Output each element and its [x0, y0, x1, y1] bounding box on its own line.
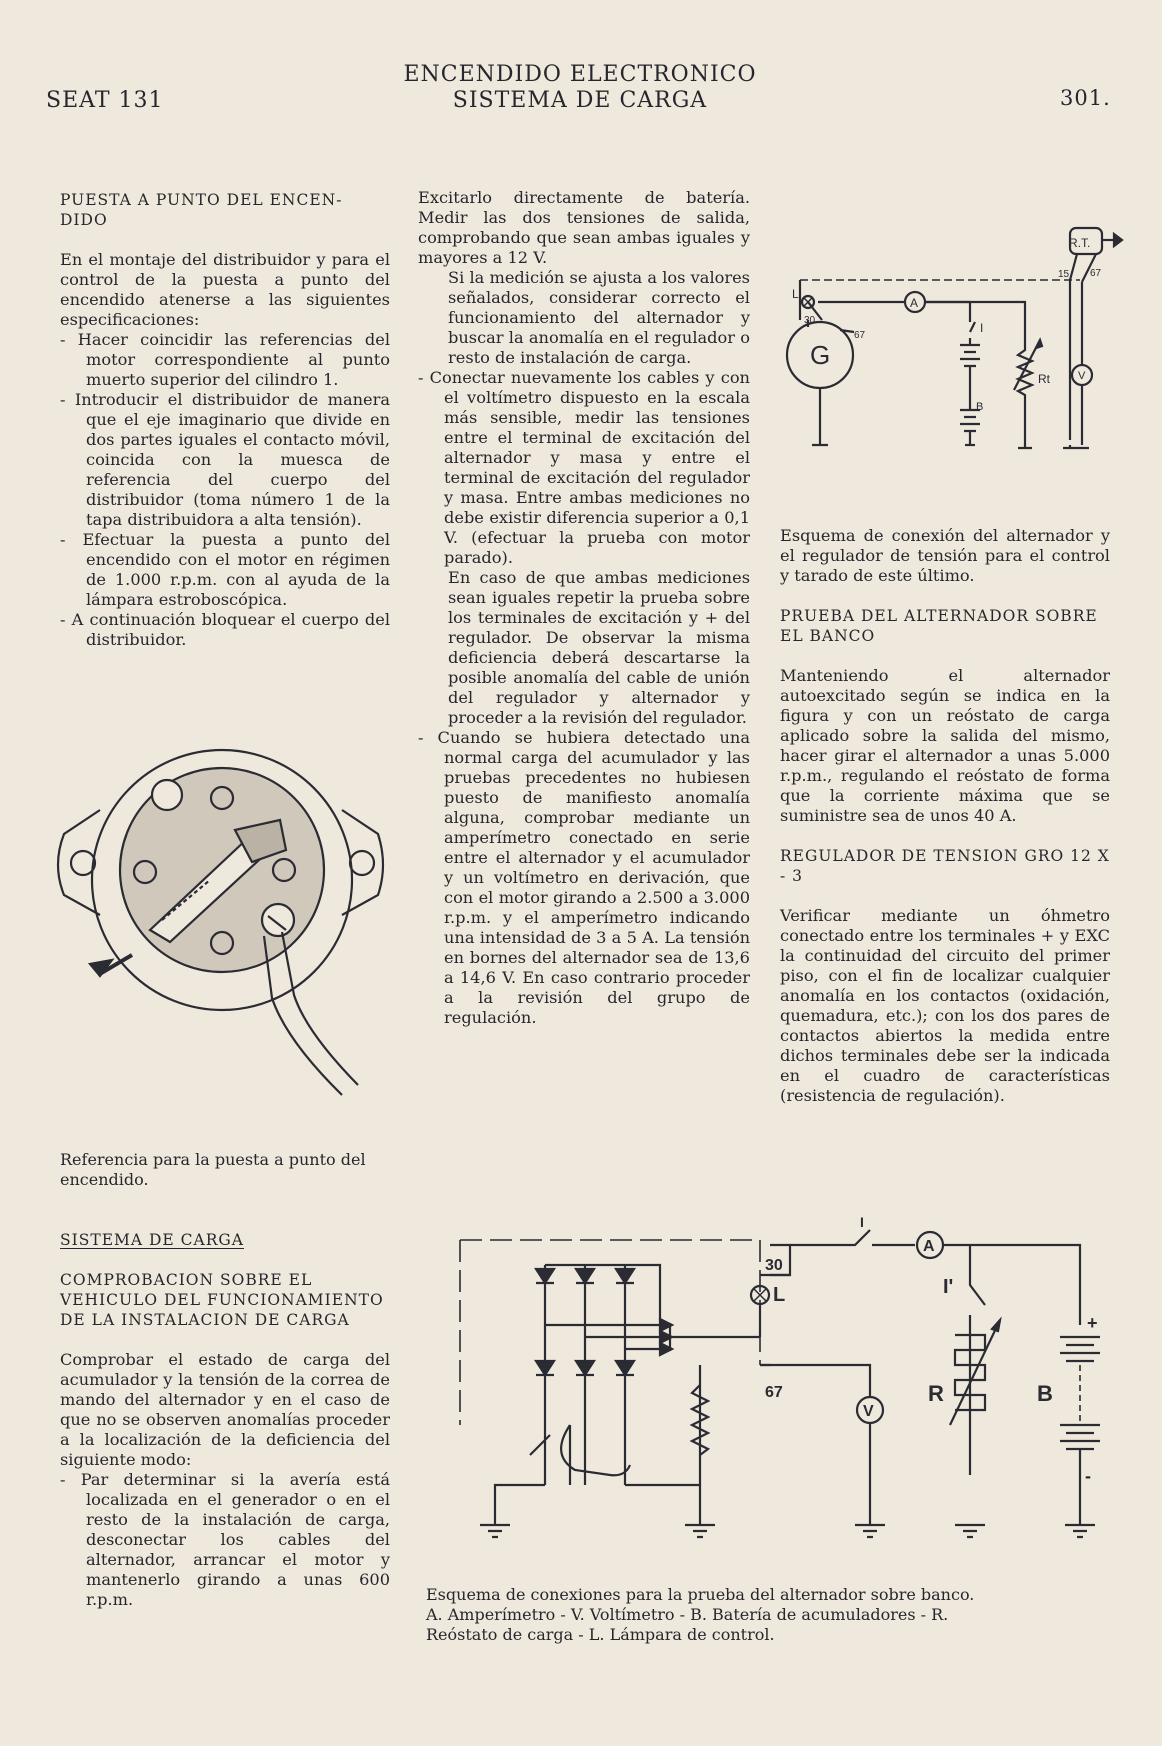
regulator-test-wiring: [787, 228, 1122, 448]
label-30: 30: [765, 1257, 783, 1274]
distributor-drawing: [58, 750, 383, 1095]
bench-test-caption: [426, 1585, 1116, 1645]
bench-test-paragraph: Manteniendo el alternador autoexcitado según se indica en la figura y con un reóstato de carga aplicado sobre la salida del mismo, hacer girar el alternador a unas 5.000 r.p.m., regulando el reóstato de forma que la corriente máxima que se suministre sea de unos 40 A.: [780, 666, 1110, 825]
regulator-caption: Esquema de conexión del alternador y el regulador de tensión para el control y tarado de este último.: [780, 526, 1110, 585]
label-rt-resistor: Rt: [1038, 372, 1050, 386]
label-67-g: 67: [854, 330, 866, 341]
list-item: - Introducir el distribuidor de manera que el eje imaginario que divide en dos partes iguales el contacto móvil, coincida con la muesca de referencia del cuerpo del distribuidor (toma número 1 de la tapa distribuidora a alta tensión).: [60, 390, 390, 529]
bench-caption-line1: Esquema de conexiones para la prueba del alternador sobre banco.: [426, 1585, 975, 1604]
col2-continuation: Si la medición se ajusta a los valores señalados, considerar correcto el funcionamiento del alternador y buscar la anomalía en el regulador o resto de instalación de carga.: [448, 268, 750, 367]
label-i: I: [860, 1214, 864, 1230]
section-heading-charging: SISTEMA DE CARGA: [60, 1231, 244, 1249]
label-l: L: [792, 287, 799, 301]
column-3: [780, 526, 1110, 1106]
check-paragraph: Comprobar el estado de carga del acumulador y la tensión de la correa de mando del alternador y en el caso de que no se observen anomalías proceder a la localización de la deficiencia del siguiente modo:: [60, 1350, 390, 1469]
bench-test-diagram: [460, 1214, 1120, 1545]
label-a: A: [910, 296, 919, 310]
header-title-line1: ENCENDIDO ELECTRONICO: [403, 62, 757, 87]
regulator-heading: REGULADOR DE TENSION GRO 12 X - 3: [780, 847, 1110, 885]
label-67-top: 67: [1090, 268, 1102, 279]
section-heading-timing: PUESTA A PUNTO DEL ENCEN-DIDO: [60, 191, 343, 229]
header-left: SEAT 131: [46, 88, 164, 113]
header-title-line2: SISTEMA DE CARGA: [452, 88, 708, 113]
label-b: B: [976, 401, 984, 413]
list-item: - Par determinar si la avería está localizada en el generador o en el resto de la instalación de carga, desconectar los cables del alternador, arrancar el motor y mantenerlo girando a unas 600 r.p.m.: [60, 1470, 390, 1609]
header-title: [380, 62, 780, 114]
page-number: 301.: [1060, 86, 1111, 110]
distributor-caption: Referencia para la puesta a punto del encendido.: [60, 1150, 366, 1189]
label-i: I: [980, 321, 984, 335]
intro-paragraph: En el montaje del distribuidor y para el control de la puesta a punto del encendido atenerse a las siguientes especificaciones:: [60, 250, 390, 329]
bench-caption-line3: Reóstato de carga - L. Lámpara de control.: [426, 1625, 775, 1644]
label-rt: R.T.: [1069, 236, 1091, 250]
column-1-bottom: [60, 1230, 390, 1610]
regulator-test-diagram: [780, 220, 1120, 490]
label-b: B: [1037, 1381, 1053, 1406]
list-item: - Hacer coincidir las referencias del motor correspondiente al punto muerto superior del cilindro 1.: [60, 330, 390, 389]
label-minus: -: [1085, 1466, 1091, 1486]
column-2: [418, 188, 750, 1028]
col2-continuation: En caso de que ambas mediciones sean iguales repetir la prueba sobre los terminales de excitación y + del regulador. De observar la misma deficiencia deberá descartarse la posible anomalía del cable de unión del regulador y alternador y proceder a la revisión del regulador.: [448, 568, 750, 727]
label-i-prime: I': [943, 1276, 954, 1298]
subheading-check: COMPROBACION SOBRE EL VEHICULO DEL FUNCIONAMIENTO DE LA INSTALACION DE CARGA: [60, 1271, 384, 1329]
column-1-top: [60, 190, 390, 650]
label-v: V: [1078, 370, 1086, 382]
list-item: - Cuando se hubiera detectado una normal carga del acumulador y las pruebas precedentes no hubiesen puesto de manifiesto anomalía alguna, comprobar mediante un amperímetro conectado en serie entre el alternador y el acumulador y un voltímetro en derivación, que con el motor girando a 2.500 a 3.000 r.p.m. y el amperímetro indicando una intensidad de 3 a 5 A. La tensión en bornes del alternador sea de 13,6 a 14,6 V. En caso contrario proceder a la revisión del grupo de regulación.: [418, 728, 750, 1027]
bench-test-heading: PRUEBA DEL ALTERNADOR SOBRE EL BANCO: [780, 607, 1098, 645]
col2-lead: Excitarlo directamente de batería. Medir las dos tensiones de salida, comprobando que sean ambas iguales y mayores a 12 V.: [418, 188, 750, 267]
list-item: - A continuación bloquear el cuerpo del distribuidor.: [60, 610, 390, 649]
label-15: 15: [1058, 269, 1070, 280]
label-plus: +: [1087, 1313, 1098, 1333]
label-g: G: [810, 340, 831, 370]
label-30: 30: [804, 315, 816, 326]
label-v: V: [863, 1403, 874, 1420]
label-67: 67: [765, 1384, 783, 1401]
label-a: A: [923, 1238, 935, 1255]
distributor-figure: [50, 750, 390, 1150]
bench-caption-line2: A. Amperímetro - V. Voltímetro - B. Batería de acumuladores - R.: [426, 1605, 949, 1624]
label-l: L: [773, 1284, 786, 1306]
label-r: R: [928, 1381, 944, 1406]
regulator-paragraph: Verificar mediante un óhmetro conectado entre los terminales + y EXC la continuidad del circuito del primer piso, con el fin de localizar cualquier anomalía en los contactos (oxidación, quemadura, etc.); con los dos pares de contactos abiertos la medida entre dichos terminales debe ser la indicada en el cuadro de características (resistencia de regulación).: [780, 906, 1110, 1105]
list-item: - Efectuar la puesta a punto del encendido con el motor en régimen de 1.000 r.p.m. con al ayuda de la lámpara estroboscópica.: [60, 530, 390, 609]
list-item: - Conectar nuevamente los cables y con el voltímetro dispuesto en la escala más sensible, medir las tensiones entre el terminal de excitación del alternador y masa y entre el terminal de excitación del regulador y masa. Entre ambas mediciones no debe existir diferencia superior a 0,1 V. (efectuar la prueba con motor parado).: [418, 368, 750, 567]
